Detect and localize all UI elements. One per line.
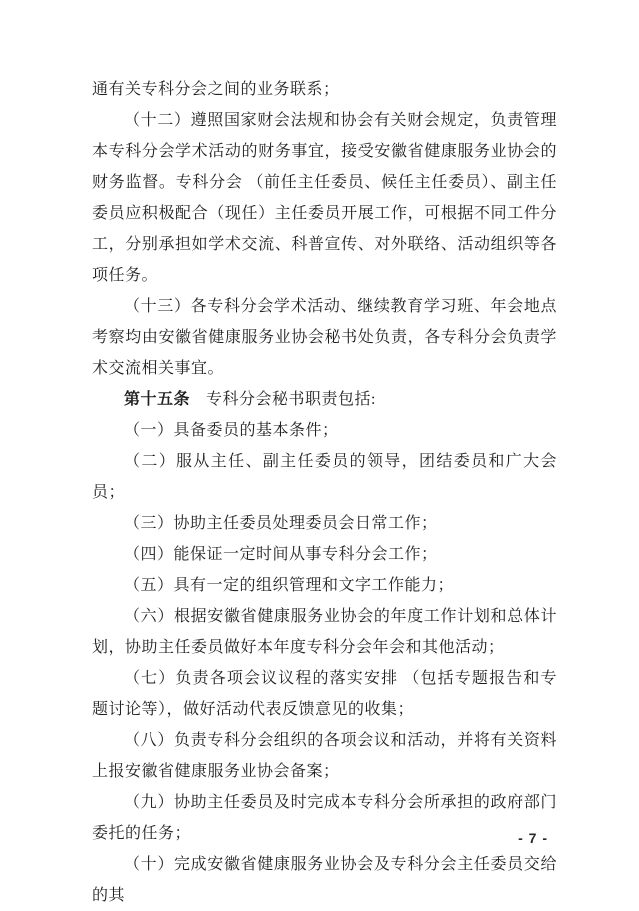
duty-item-10: （十）完成安徽省健康服务业协会及专科分会主任委员交给的其 bbox=[92, 856, 557, 904]
duty-item-1: （一）具备委员的基本条件； bbox=[124, 422, 339, 439]
duty-item-4: （四）能保证一定时间从事专科分会工作； bbox=[124, 546, 438, 563]
duty-item-6: （六）根据安徽省健康服务业协会的年度工作计划和总体计划，协助主任委员做好本年度专科分会年会和其他活动； bbox=[92, 608, 557, 656]
article-heading bbox=[92, 384, 557, 415]
paragraph-item-12: （十二）遵照国家财会法规和协会有关财会规定，负责管理本专科分会学术活动的财务事宜，接受安徽省健康服务业协会的财务监督。专科分会 （前任主任委员、候任主任委员）、副主任委员应积极配合（现任）主任委员开展工作，可根据不同工件分工，分别承担如学术交流、科普宣传、对外联络、活动组织等各项任务。 bbox=[92, 112, 557, 284]
duty-item-8: （八）负责专科分会组织的各项会议和活动，并将有关资料上报安徽省健康服务业协会备案； bbox=[92, 732, 557, 780]
duty-item-3: （三）协助主任委员处理委员会日常工作； bbox=[124, 515, 438, 532]
duty-item-5: （五）具有一定的组织管理和文字工作能力； bbox=[124, 577, 455, 594]
duty-item-2: （二）服从主任、副主任委员的领导，团结委员和广大会员； bbox=[92, 453, 557, 501]
article-title: 专科分会秘书职责包括: bbox=[206, 391, 376, 408]
paragraph-item-13: （十三）各专科分会学术活动、继续教育学习班、年会地点考察均由安徽省健康服务业协会秘书处负责，各专科分会负责学术交流相关事宜。 bbox=[92, 298, 557, 377]
article-number: 第十五条 bbox=[124, 391, 191, 408]
page-number: - 7 - bbox=[518, 830, 548, 846]
document-page bbox=[92, 74, 557, 911]
duty-item-9: （九）协助主任委员及时完成本专科分会所承担的政府部门委托的任务； bbox=[92, 794, 557, 842]
paragraph-continuation: 通有关专科分会之间的业务联系； bbox=[92, 81, 340, 98]
duty-item-7: （七）负责各项会议议程的落实安排 （包括专题报告和专题讨论等），做好活动代表反馈意见的收集； bbox=[92, 670, 557, 718]
